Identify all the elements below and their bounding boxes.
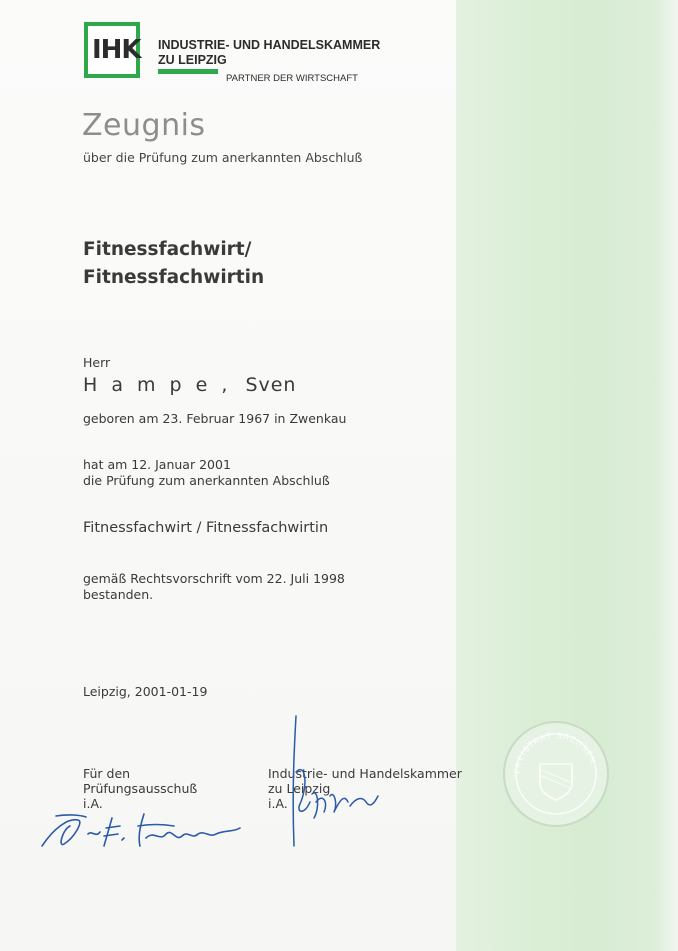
regulation-line: gemäß Rechtsvorschrift vom 22. Juli 1998 [83,571,345,586]
right-signature-line1: Industrie- und Handelskammer [268,766,462,781]
logo-accent-bar [158,69,218,74]
right-signature [284,712,384,852]
right-signature-line3: i.A. [268,796,288,811]
qualification-heading-line2: Fitnessfachwirtin [83,267,265,288]
org-name-line2: ZU LEIPZIG [158,53,227,67]
left-signature-line3: i.A. [83,796,103,811]
left-signature-line1: Für den [83,766,131,781]
seal-text: FREISTAAT SACHSEN [512,730,598,775]
holder-name [83,374,296,396]
qualification-heading [83,236,264,292]
ihk-logo [84,22,140,78]
exam-date-line: hat am 12. Januar 2001 [83,457,231,472]
document-title: Zeugnis [82,108,206,143]
embossed-seal [500,718,612,830]
salutation: Herr [83,355,111,370]
document-subtitle: über die Prüfung zum anerkannten Abschluß [83,150,363,165]
left-signature-line2: Prüfungsausschuß [83,781,198,796]
org-name [158,38,380,68]
holder-surname: H a m p e , [83,374,232,396]
exam-line: die Prüfung zum anerkannten Abschluß [83,473,330,488]
org-tagline: PARTNER DER WIRTSCHAFT [226,73,358,84]
left-signature [34,808,246,854]
place-date: Leipzig, 2001-01-19 [83,684,208,699]
holder-first-name: Sven [245,374,297,396]
ihk-logo-letters: IHK [92,35,141,65]
left-signature-label [83,766,197,811]
birth-info: geboren am 23. Februar 1967 in Zwenkau [83,411,347,426]
right-signature-line2: zu Leipzig [268,781,331,796]
org-name-line1: INDUSTRIE- UND HANDELSKAMMER [158,38,381,52]
qualification-heading-line1: Fitnessfachwirt/ [83,239,252,260]
passed-line: bestanden. [83,587,154,602]
qualification-inline: Fitnessfachwirt / Fitnessfachwirtin [83,520,329,536]
band-edge [654,0,678,951]
